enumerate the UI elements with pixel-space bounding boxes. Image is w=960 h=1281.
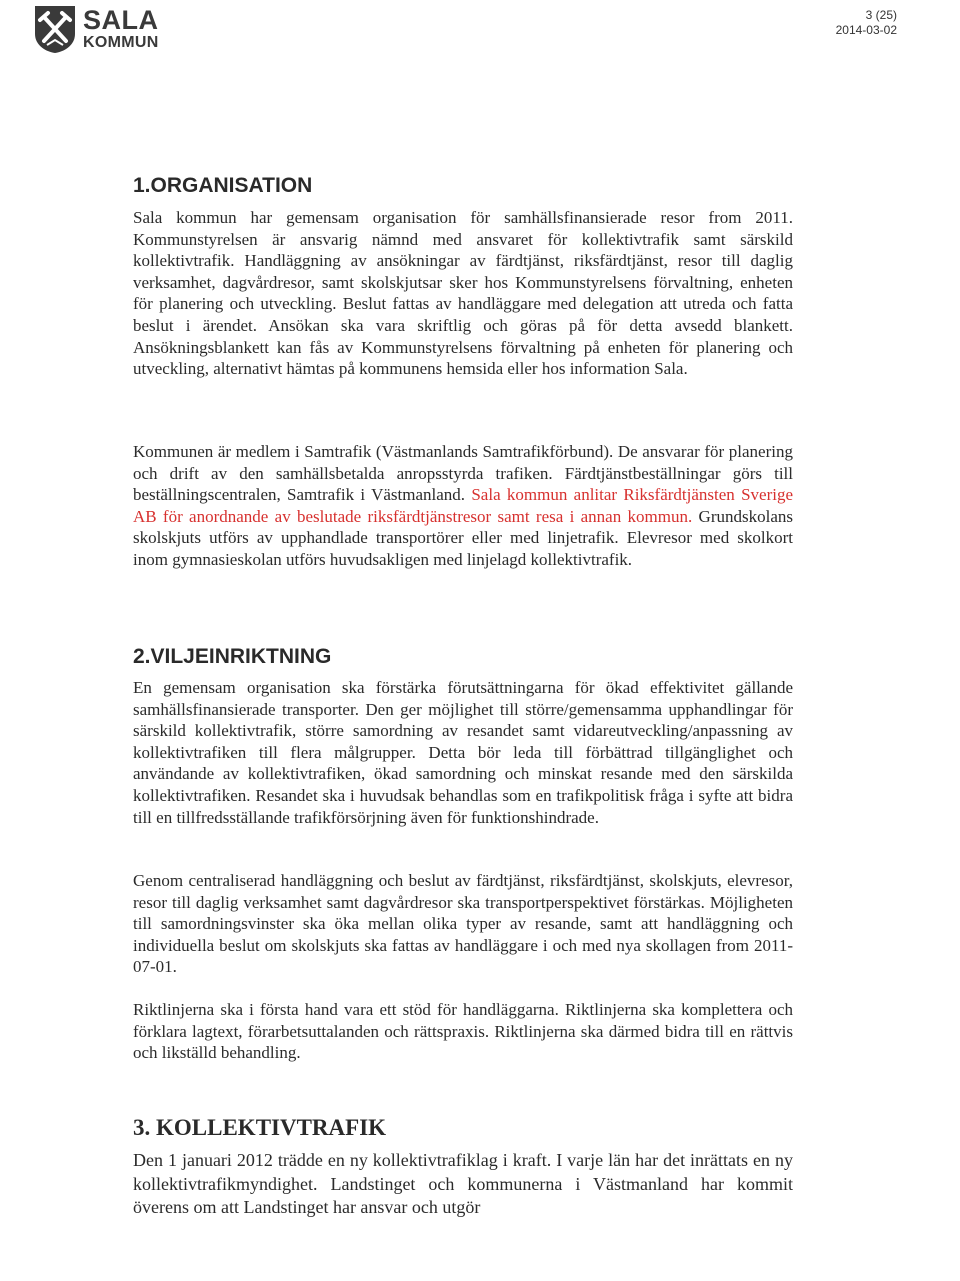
section-3-body <box>133 1149 793 1220</box>
section-1-body <box>133 207 793 380</box>
sala-kommun-logo <box>33 4 159 54</box>
page-meta <box>836 8 897 38</box>
sala-kommun-shield-icon <box>33 4 77 54</box>
section-2-paragraph-2: Genom centraliserad handläggning och beslut av färdtjänst, riksfärdtjänst, skolskjuts, elevresor, resor till daglig verksamhet samt dagvårdresor ska transportperspektivet förstärkas. Möjligheten till samordningsvinster ska öka mellan olika typer av resande, samt att handläggning och individuella beslut om skolskjuts ska fattas av handläggare i och med nya skollagen from 2011-07-01. <box>133 871 793 977</box>
section-1-highlighted-text: Sala kommun anlitar Riksfärdtjänsten Sverige AB för anordnande av beslutade riksfärdtjänstresor samt resa i annan kommun. <box>133 485 794 526</box>
section-1-heading-block <box>133 174 793 204</box>
section-1-paragraph-1: Sala kommun har gemensam organisation för samhällsfinansierade resor from 2011. Kommunstyrelsen är ansvarig nämnd med ansvaret för kollektivtrafik samt särskild kollektivtrafik. Handläggning av ansökningar av färdtjänst, riksfärdtjänst, resor till daglig verksamhet, dagvårdresor, samt skolskjutsar sker hos Kommunstyrelsens förvaltning, enheten för planering och utveckling. Beslut fattas av handläggare med delegation att utreda och fatta beslut i ärendet. Ansökan ska vara skriftlig och göras på för detta avsedd blankett. Ansökningsblankett kan fås av Kommunstyrelsens förvaltning på enheten för planering och utveckling, alternativt hämtas på kommunens hemsida eller hos information Sala. <box>133 208 793 379</box>
section-1-body-2 <box>133 441 793 571</box>
section-2-paragraph-1: En gemensam organisation ska förstärka förutsättningarna för ökad effektivitet gällande samhällsfinansierade transporter. Den ger möjlighet till större/gemensamma upphandlingar för särskild kollektivtrafik, större samordning av resandet samt vidareutveckling/anpassning av kollektivtrafiken till flera målgrupper. Detta bör leda till förbättrad tillgänglighet och användande av kollektivtrafiken, ökad samordning och minskat resande med den särskilda kollektivtrafiken. Resandet ska i huvudsak behandlas som en trafikpolitisk fråga i syfte att bidra till en tillfredsställande trafikförsörjning även för funktionshindrade. <box>133 678 793 827</box>
section-3-heading: 3. KOLLEKTIVTRAFIK <box>133 1115 387 1140</box>
section-2-body-1 <box>133 677 793 828</box>
section-1-paragraph-2-end: Grundskolans skolskjuts utförs av upphandlade transportörer eller med linjetrafik. Elevresor med skolkort inom gymnasieskolan utförs huvudsakligen med linjelagd kollektivtrafik. <box>133 506 793 569</box>
section-2-body-3 <box>133 999 793 1064</box>
logo-name: SALA <box>83 5 159 35</box>
section-1-paragraph-2 <box>133 441 793 571</box>
section-3-paragraph-1: Den 1 januari 2012 trädde en ny kollektivtrafiklag i kraft. I varje län har det inrättats en ny kollektivtrafikmyndighet. Landstinget och kommunerna i Västmanland har kommit överens om att Landstinget har ansvar och utgör <box>133 1150 793 1217</box>
section-3-heading-block <box>133 1115 793 1147</box>
section-1-paragraph-2-start: Kommunen är medlem i Samtrafik (Västmanlands Samtrafikförbund). De ansvarar för planering och drift av den samhällsbetalda anropsstyrda trafiken. Färdtjänstbeställningar görs till beställningscentralen, Samtrafik i Västmanland. <box>133 442 793 505</box>
section-2-heading: 2.VILJEINRIKTNING <box>133 645 332 668</box>
section-2-paragraph-3: Riktlinjerna ska i första hand vara ett stöd för handläggarna. Riktlinjerna ska komplettera och förklara lagtext, förarbetsuttalanden och rättspraxis. Riktlinjerna ska därmed bidra till en rättvis och likställd behandling. <box>133 1000 793 1063</box>
document-date: 2014-03-02 <box>835 23 897 37</box>
logo-subtitle: KOMMUN <box>83 34 159 51</box>
section-2-body-2 <box>133 870 793 978</box>
section-1-heading: 1.ORGANISATION <box>133 174 313 197</box>
page-number: 3 (25) <box>865 8 897 22</box>
section-2-heading-block <box>133 645 793 675</box>
